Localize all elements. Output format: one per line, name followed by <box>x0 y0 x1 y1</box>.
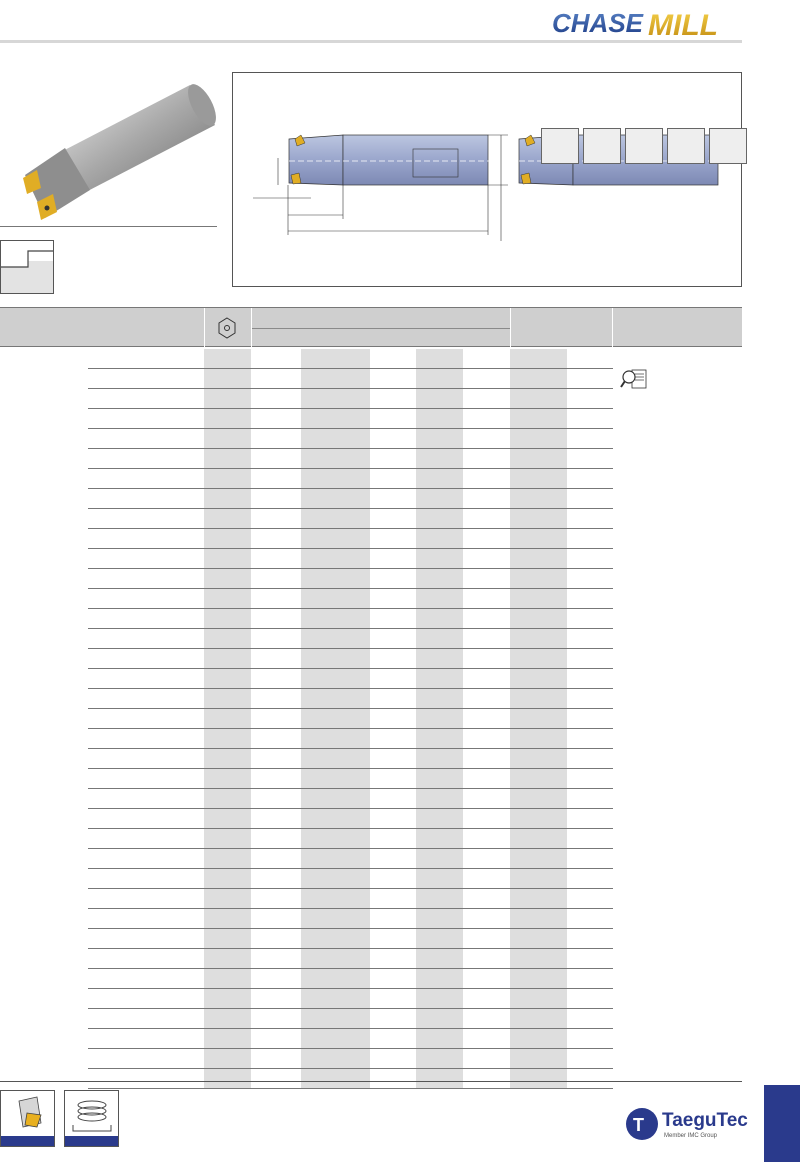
table-cell <box>510 909 567 928</box>
table-cell <box>510 649 567 668</box>
table-cell <box>301 869 370 888</box>
table-cell <box>204 729 251 748</box>
table-cell <box>510 529 567 548</box>
table-cell <box>510 769 567 788</box>
table-row <box>88 749 613 769</box>
table-cell <box>204 1069 251 1088</box>
table-cell <box>204 889 251 908</box>
table-row <box>88 569 613 589</box>
table-cell <box>416 509 463 528</box>
table-cell <box>204 489 251 508</box>
table-cell <box>204 1029 251 1048</box>
insert-icon <box>216 316 238 340</box>
table-cell <box>510 369 567 388</box>
table-cell <box>510 429 567 448</box>
table-cell <box>204 709 251 728</box>
table-cell <box>204 909 251 928</box>
table-cell <box>510 1009 567 1028</box>
header-rule <box>0 40 742 43</box>
table-row <box>88 849 613 869</box>
spare-parts-icon[interactable] <box>64 1090 119 1147</box>
table-row <box>88 689 613 709</box>
table-cell <box>204 509 251 528</box>
table-row <box>88 789 613 809</box>
slotting-icon <box>583 128 621 164</box>
table-row <box>88 389 613 409</box>
table-cell <box>510 409 567 428</box>
table-cell <box>510 949 567 968</box>
table-cell <box>416 489 463 508</box>
zoom-icon <box>620 368 648 390</box>
table-cell <box>301 549 370 568</box>
table-cell <box>510 809 567 828</box>
table-cell <box>416 769 463 788</box>
table-cell <box>301 689 370 708</box>
table-cell <box>301 889 370 908</box>
table-row <box>88 549 613 569</box>
table-cell <box>510 469 567 488</box>
table-cell <box>416 929 463 948</box>
table-cell <box>301 369 370 388</box>
table-cell <box>204 589 251 608</box>
svg-text:MILL: MILL <box>648 9 718 40</box>
table-cell <box>510 889 567 908</box>
chasemill-logo <box>550 6 740 40</box>
table-cell <box>510 1049 567 1068</box>
table-row <box>88 369 613 389</box>
table-cell <box>204 629 251 648</box>
table-row <box>88 1029 613 1049</box>
table-cell <box>416 749 463 768</box>
table-cell <box>510 589 567 608</box>
table-row <box>88 929 613 949</box>
table-cell <box>301 449 370 468</box>
table-row <box>88 469 613 489</box>
table-cell <box>301 1049 370 1068</box>
table-cell <box>204 829 251 848</box>
table-cell <box>416 949 463 968</box>
table-cell <box>301 629 370 648</box>
table-cell <box>301 669 370 688</box>
shoulder-milling-icon <box>541 128 579 164</box>
table-cell <box>510 749 567 768</box>
table-cell <box>416 1009 463 1028</box>
table-cell <box>301 969 370 988</box>
table-cell <box>301 489 370 508</box>
table-cell <box>416 589 463 608</box>
table-cell <box>204 389 251 408</box>
table-row <box>88 869 613 889</box>
table-cell <box>510 989 567 1008</box>
table-row <box>88 989 613 1009</box>
table-cell <box>416 389 463 408</box>
shoulder-90-icon <box>0 240 54 294</box>
table-cell <box>416 469 463 488</box>
table-row <box>88 809 613 829</box>
table-cell <box>510 789 567 808</box>
helical-interpolation-icon <box>709 128 747 164</box>
table-cell <box>301 749 370 768</box>
table-cell <box>510 729 567 748</box>
table-cell <box>204 989 251 1008</box>
table-cell <box>510 689 567 708</box>
table-cell <box>416 409 463 428</box>
table-row <box>88 709 613 729</box>
table-cell <box>204 949 251 968</box>
table-cell <box>510 849 567 868</box>
table-cell <box>301 1029 370 1048</box>
table-cell <box>416 689 463 708</box>
table-cell <box>204 769 251 788</box>
table-row <box>88 1049 613 1069</box>
table-row <box>88 489 613 509</box>
svg-text:T: T <box>633 1115 644 1135</box>
table-cell <box>416 429 463 448</box>
table-cell <box>510 509 567 528</box>
table-cell <box>301 829 370 848</box>
deep-shoulder-icon <box>625 128 663 164</box>
table-cell <box>301 989 370 1008</box>
table-cell <box>416 609 463 628</box>
table-cell <box>416 869 463 888</box>
table-cell <box>416 649 463 668</box>
table-cell <box>301 649 370 668</box>
table-cell <box>416 669 463 688</box>
table-cell <box>204 409 251 428</box>
table-cell <box>301 469 370 488</box>
table-cell <box>510 829 567 848</box>
table-row <box>88 629 613 649</box>
table-cell <box>301 949 370 968</box>
table-cell <box>204 849 251 868</box>
table-row <box>88 349 613 369</box>
table-cell <box>204 549 251 568</box>
table-cell <box>301 1009 370 1028</box>
table-row <box>88 889 613 909</box>
table-row <box>88 609 613 629</box>
table-cell <box>204 689 251 708</box>
svg-text:CHASE: CHASE <box>552 8 644 38</box>
table-cell <box>301 1069 370 1088</box>
table-cell <box>301 849 370 868</box>
table-cell <box>301 909 370 928</box>
table-cell <box>204 429 251 448</box>
table-row <box>88 589 613 609</box>
table-cell <box>301 609 370 628</box>
table-cell <box>416 709 463 728</box>
table-cell <box>204 649 251 668</box>
table-cell <box>416 809 463 828</box>
table-row <box>88 1069 613 1089</box>
table-cell <box>416 849 463 868</box>
technical-drawing <box>232 72 742 287</box>
table-cell <box>301 349 370 368</box>
table-cell <box>301 789 370 808</box>
table-cell <box>416 449 463 468</box>
table-cell <box>510 549 567 568</box>
table-cell <box>510 869 567 888</box>
table-cell <box>204 529 251 548</box>
table-cell <box>204 969 251 988</box>
table-cell <box>416 1069 463 1088</box>
table-row <box>88 729 613 749</box>
table-cell <box>204 789 251 808</box>
table-cell <box>416 909 463 928</box>
table-row <box>88 829 613 849</box>
insert-reference-icon[interactable] <box>0 1090 55 1147</box>
taegutec-logo <box>624 1104 754 1144</box>
table-cell <box>416 629 463 648</box>
table-cell <box>301 709 370 728</box>
table-row <box>88 909 613 929</box>
table-cell <box>204 809 251 828</box>
table-cell <box>416 989 463 1008</box>
table-cell <box>301 389 370 408</box>
table-row <box>88 969 613 989</box>
table-cell <box>204 929 251 948</box>
table-cell <box>301 809 370 828</box>
table-cell <box>204 349 251 368</box>
table-cell <box>204 449 251 468</box>
table-cell <box>510 669 567 688</box>
table-cell <box>301 529 370 548</box>
table-cell <box>301 509 370 528</box>
table-cell <box>416 889 463 908</box>
table-row <box>88 449 613 469</box>
table-cell <box>204 1009 251 1028</box>
table-cell <box>510 569 567 588</box>
table-cell <box>204 669 251 688</box>
table-cell <box>510 969 567 988</box>
table-cell <box>510 929 567 948</box>
table-cell <box>416 729 463 748</box>
table-cell <box>301 729 370 748</box>
table-cell <box>204 869 251 888</box>
table-cell <box>301 569 370 588</box>
table-cell <box>510 629 567 648</box>
table-cell <box>204 749 251 768</box>
table-cell <box>416 369 463 388</box>
table-cell <box>416 969 463 988</box>
table-cell <box>510 449 567 468</box>
table-row <box>88 509 613 529</box>
table-row <box>88 1009 613 1029</box>
table-cell <box>204 609 251 628</box>
ramping-icon <box>667 128 705 164</box>
table-cell <box>510 1069 567 1088</box>
table-row <box>88 949 613 969</box>
table-cell <box>416 829 463 848</box>
tool-photo <box>5 70 220 230</box>
table-cell <box>204 469 251 488</box>
table-cell <box>301 429 370 448</box>
table-cell <box>416 529 463 548</box>
table-row <box>88 769 613 789</box>
table-cell <box>301 409 370 428</box>
table-cell <box>510 489 567 508</box>
table-cell <box>416 349 463 368</box>
table-cell <box>204 1049 251 1068</box>
table-cell <box>301 769 370 788</box>
table-row <box>88 649 613 669</box>
table-header <box>0 307 742 347</box>
table-cell <box>510 349 567 368</box>
table-cell <box>204 369 251 388</box>
table-bottom-rule <box>0 1081 742 1082</box>
table-cell <box>510 609 567 628</box>
table-cell <box>416 1049 463 1068</box>
table-row <box>88 409 613 429</box>
table-cell <box>510 709 567 728</box>
table-cell <box>416 549 463 568</box>
table-cell <box>416 1029 463 1048</box>
photo-underline <box>0 226 217 227</box>
company-name: TaeguTec <box>662 1110 748 1131</box>
table-cell <box>510 389 567 408</box>
table-cell <box>204 569 251 588</box>
table-row <box>88 529 613 549</box>
page-side-tab <box>764 1085 800 1162</box>
table-row <box>88 429 613 449</box>
company-tagline: Member IMC Group <box>664 1133 718 1139</box>
table-cell <box>510 1029 567 1048</box>
table-cell <box>416 569 463 588</box>
table-cell <box>301 929 370 948</box>
table-row <box>88 669 613 689</box>
table-cell <box>301 589 370 608</box>
table-cell <box>416 789 463 808</box>
